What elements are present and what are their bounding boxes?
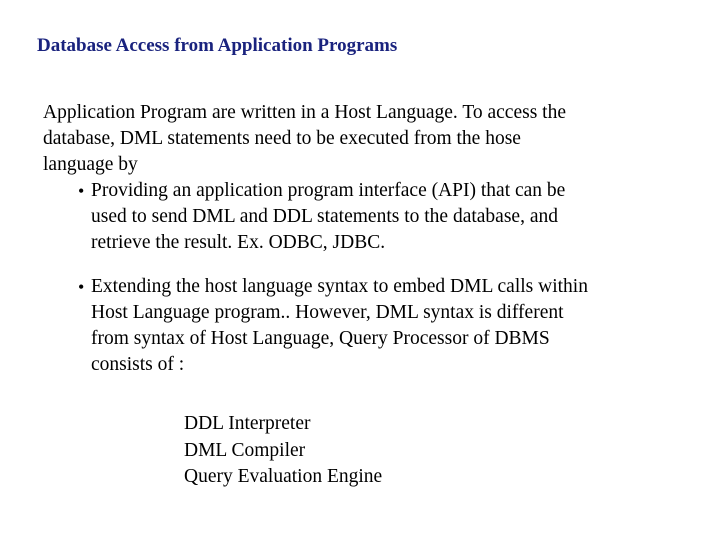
intro-paragraph xyxy=(43,100,663,178)
intro-line: language by xyxy=(43,154,138,175)
bullet-line: Providing an application program interface (API) that can be xyxy=(91,180,566,201)
component-item: Query Evaluation Engine xyxy=(184,466,383,487)
bullet-item-api xyxy=(78,178,678,256)
bullet-line: Extending the host language syntax to embed DML calls within xyxy=(91,276,588,297)
bullet-item-embedded xyxy=(78,274,698,378)
bullet-dot-icon: • xyxy=(78,277,85,297)
bullet-dot-icon: • xyxy=(78,181,85,201)
bullet-line: Host Language program.. However, DML syntax is different xyxy=(91,302,564,323)
bullet-line: from syntax of Host Language, Query Processor of DBMS xyxy=(91,328,550,349)
bullet-line: consists of : xyxy=(91,354,185,375)
slide-title: Database Access from Application Programs xyxy=(37,35,398,56)
component-item: DDL Interpreter xyxy=(184,413,311,434)
bullet-line: used to send DML and DDL statements to the database, and xyxy=(91,206,558,227)
bullet-line: retrieve the result. Ex. ODBC, JDBC. xyxy=(91,232,386,253)
intro-line: Application Program are written in a Host Language. To access the xyxy=(43,102,566,123)
intro-line: database, DML statements need to be executed from the hose xyxy=(43,128,521,149)
component-item: DML Compiler xyxy=(184,439,306,461)
component-list xyxy=(184,411,382,491)
